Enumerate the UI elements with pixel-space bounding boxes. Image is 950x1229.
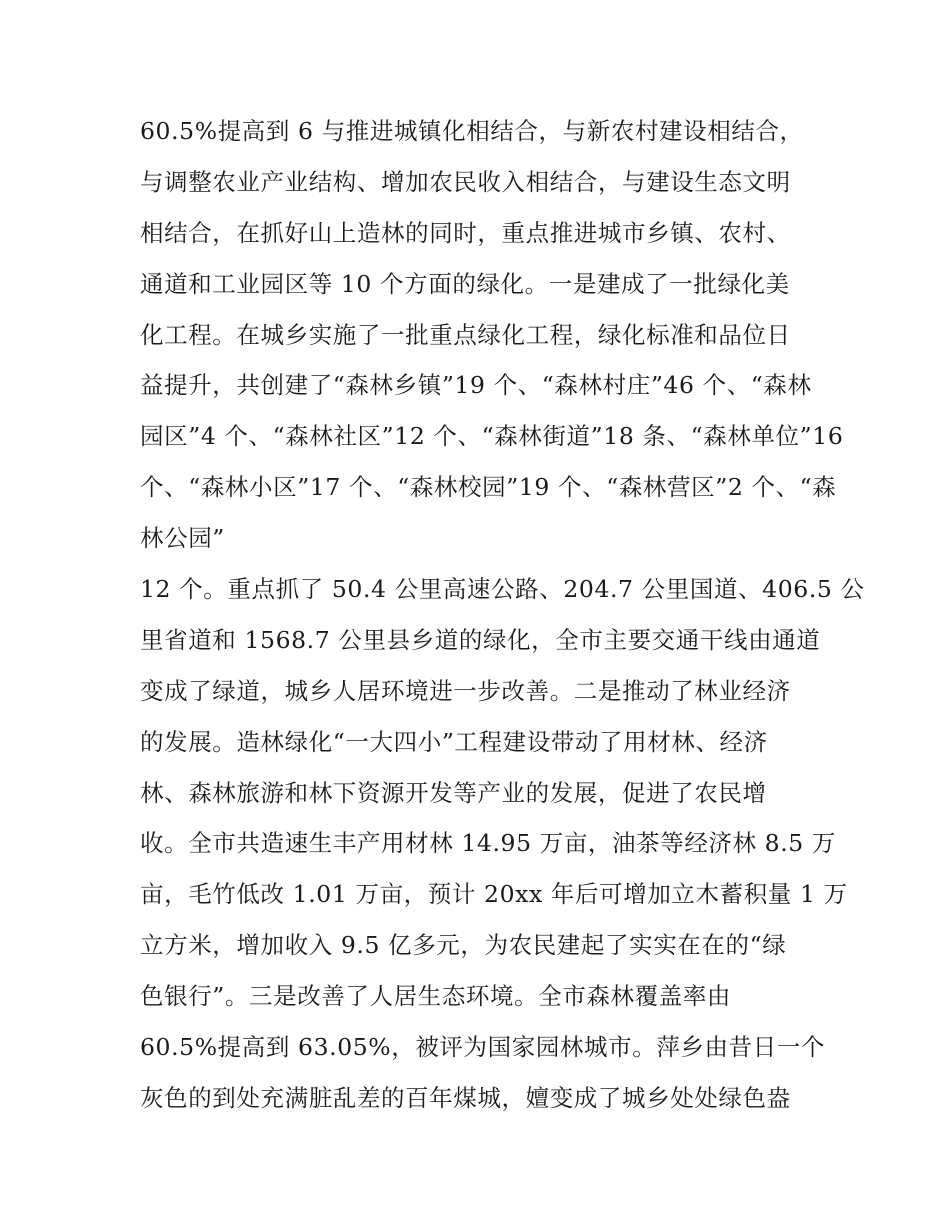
text-line-6: 益提升，共创建了“森林乡镇”19 个、“森林村庄”46 个、“森林 <box>140 371 812 400</box>
text-line-4: 通道和工业园区等 10 个方面的绿化。一是建成了一批绿化美 <box>140 269 790 298</box>
text-line-17: 立方米，增加收入 9.5 亿多元，为农民建起了实实在在的“绿 <box>140 931 787 960</box>
text-line-3: 相结合，在抓好山上造林的同时，重点推进城市乡镇、农村、 <box>140 218 791 247</box>
text-line-5: 化工程。在城乡实施了一批重点绿化工程，绿化标准和品位日 <box>140 320 791 349</box>
text-line-14: 林、森林旅游和林下资源开发等产业的发展，促进了农民增 <box>140 778 767 807</box>
text-line-20: 灰色的到处充满脏乱差的百年煤城，嬗变成了城乡处处绿色盎 <box>140 1083 791 1112</box>
text-line-19: 60.5%提高到 63.05%，被评为国家园林城市。萍乡由昔日一个 <box>140 1033 826 1062</box>
text-line-10: 12 个。重点抓了 50.4 公里高速公路、204.7 公里国道、406.5 公 <box>140 575 865 604</box>
text-line-15: 收。全市共造速生丰产用材林 14.95 万亩，油茶等经济林 8.5 万 <box>140 829 837 858</box>
text-line-2: 与调整农业产业结构、增加农民收入相结合，与建设生态文明 <box>140 167 791 196</box>
text-line-9: 林公园” <box>140 524 225 553</box>
text-line-18: 色银行”。三是改善了人居生态环境。全市森林覆盖率由 <box>140 982 732 1011</box>
body-text <box>140 106 865 1124</box>
text-line-16: 亩，毛竹低改 1.01 万亩，预计 20xx 年后可增加立木蓄积量 1 万 <box>140 880 848 909</box>
text-line-7: 园区”4 个、“森林社区”12 个、“森林街道”18 条、“森林单位”16 <box>140 422 844 451</box>
text-line-12: 变成了绿道，城乡人居环境进一步改善。二是推动了林业经济 <box>140 676 791 705</box>
text-line-13: 的发展。造林绿化“一大四小”工程建设带动了用材林、经济 <box>140 727 768 756</box>
text-line-1: 60.5%提高到 6 与推进城镇化相结合，与新农村建设相结合， <box>140 117 804 145</box>
text-line-8: 个、“森林小区”17 个、“森林校园”19 个、“森林营区”2 个、“森 <box>140 473 837 502</box>
text-line-11: 里省道和 1568.7 公里县乡道的绿化，全市主要交通干线由通道 <box>140 625 821 654</box>
